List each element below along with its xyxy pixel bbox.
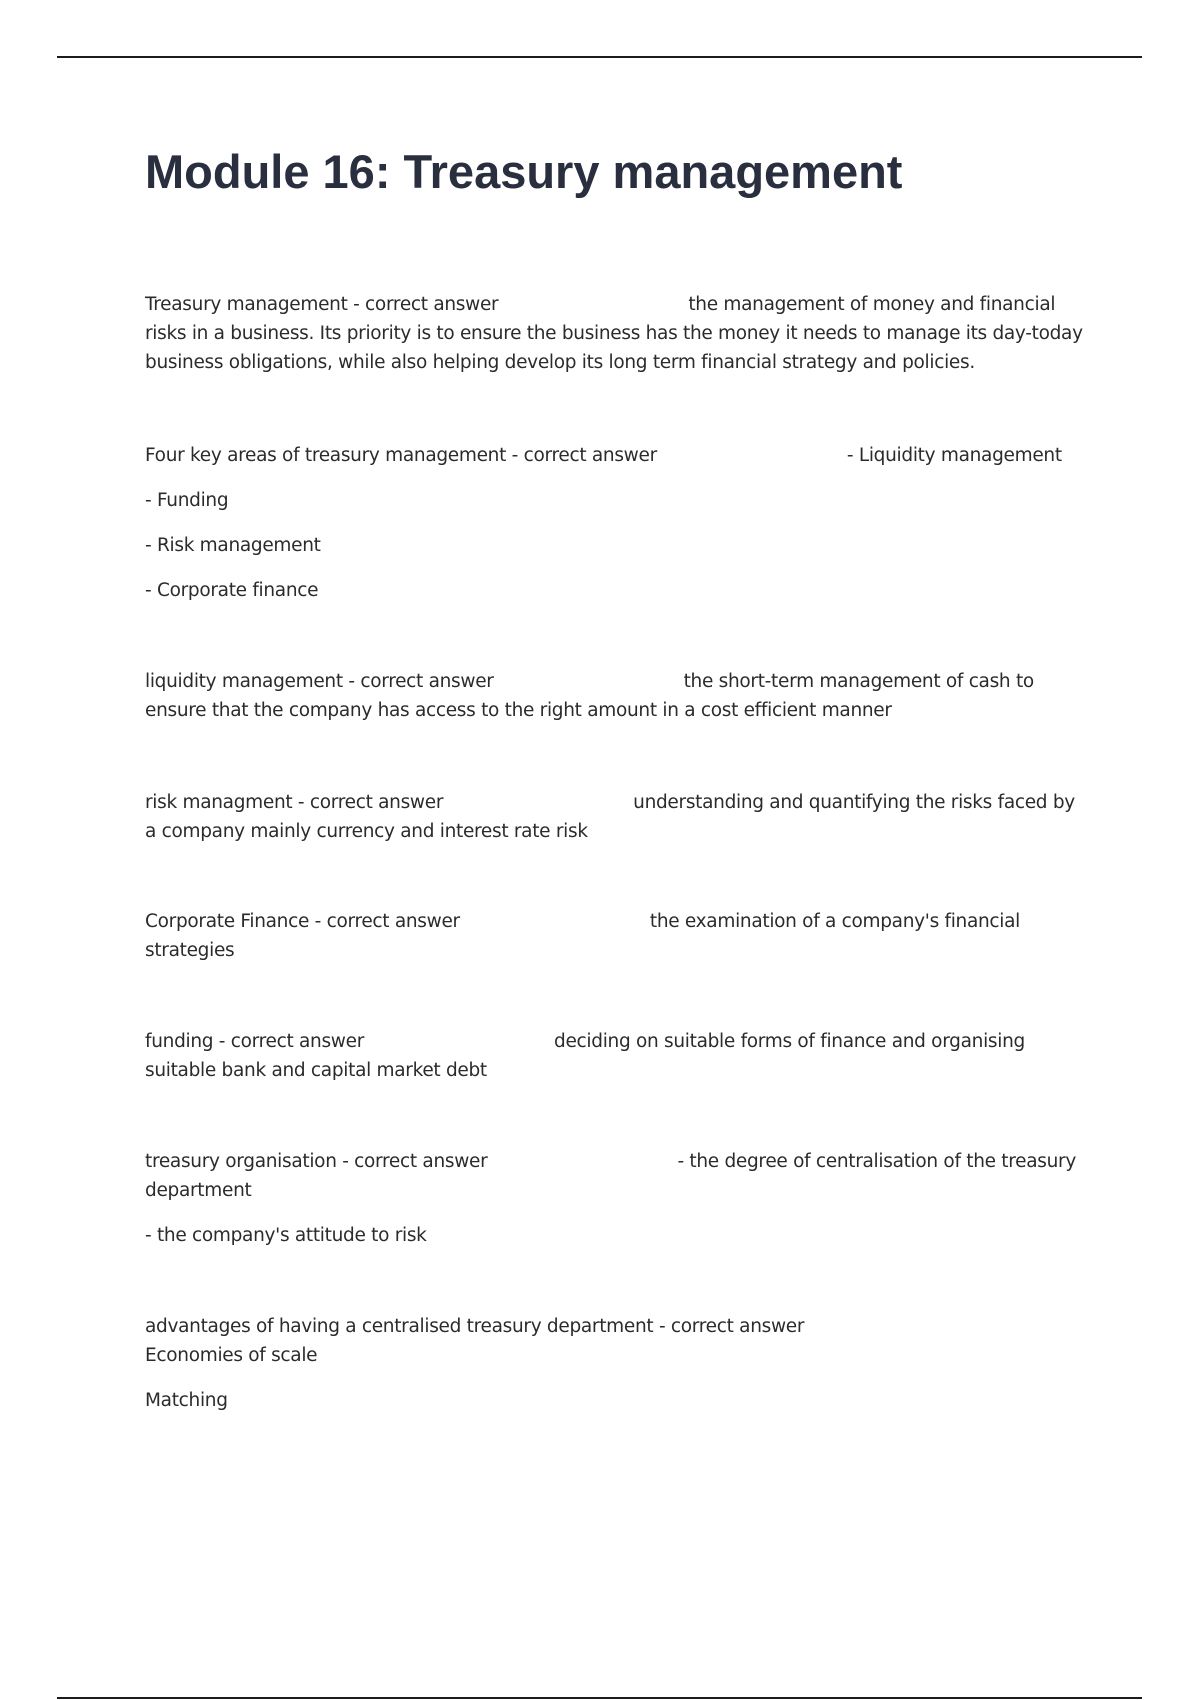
qa-extra-line: - Funding	[145, 490, 229, 511]
qa-term: advantages of having a centralised treasury department - correct answer	[145, 1316, 805, 1337]
qa-entry-risk-management	[145, 788, 1085, 846]
top-rule	[57, 56, 1142, 58]
page-title: Module 16: Treasury management	[145, 145, 903, 198]
qa-definition: the short-term management of cash to ensure that the company has access to the right amount in a cost efficient manner	[145, 671, 1034, 721]
qa-term: liquidity management - correct answer	[145, 671, 494, 692]
qa-line	[145, 1312, 1085, 1370]
qa-line	[145, 290, 1085, 377]
qa-line	[145, 907, 1085, 965]
qa-line	[145, 1027, 1085, 1085]
qa-entry-liquidity-management	[145, 667, 1085, 725]
qa-entry-funding	[145, 1027, 1085, 1085]
qa-entry-treasury-management	[145, 290, 1085, 377]
qa-definition: the examination of a company's financial strategies	[145, 911, 1021, 961]
qa-term: Four key areas of treasury management - correct answer	[145, 445, 657, 466]
qa-definition: - Liquidity management	[846, 445, 1062, 466]
qa-definition: understanding and quantifying the risks faced by a company mainly currency and interest rate risk	[145, 792, 1075, 842]
qa-extra-line: Matching	[145, 1390, 228, 1411]
qa-term: risk managment - correct answer	[145, 792, 444, 813]
bottom-rule	[57, 1697, 1142, 1699]
qa-entry-treasury-organisation	[145, 1147, 1085, 1250]
qa-entry-four-key-areas	[145, 441, 1085, 605]
qa-term: Treasury management - correct answer	[145, 294, 499, 315]
qa-term: funding - correct answer	[145, 1031, 365, 1052]
qa-term: Corporate Finance - correct answer	[145, 911, 460, 932]
qa-extra-line: - Corporate finance	[145, 580, 319, 601]
qa-line	[145, 788, 1085, 846]
qa-entry-corporate-finance	[145, 907, 1085, 965]
qa-definition: - the degree of centralisation of the treasury department	[145, 1151, 1076, 1201]
qa-term: treasury organisation - correct answer	[145, 1151, 488, 1172]
qa-definition: deciding on suitable forms of finance and organising suitable bank and capital market debt	[145, 1031, 1025, 1081]
qa-line	[145, 441, 1085, 470]
qa-definition: Economies of scale	[145, 1345, 318, 1366]
qa-line	[145, 1147, 1085, 1205]
qa-extra-line: - Risk management	[145, 535, 321, 556]
qa-entry-centralised-advantages	[145, 1312, 1085, 1415]
qa-extra-line: - the company's attitude to risk	[145, 1225, 427, 1246]
qa-line	[145, 667, 1085, 725]
qa-definition: the management of money and financial risks in a business. Its priority is to ensure the business has the money it needs to manage its day-today business obligations, while also helping develop its long term financial strategy and policies.	[145, 294, 1083, 373]
